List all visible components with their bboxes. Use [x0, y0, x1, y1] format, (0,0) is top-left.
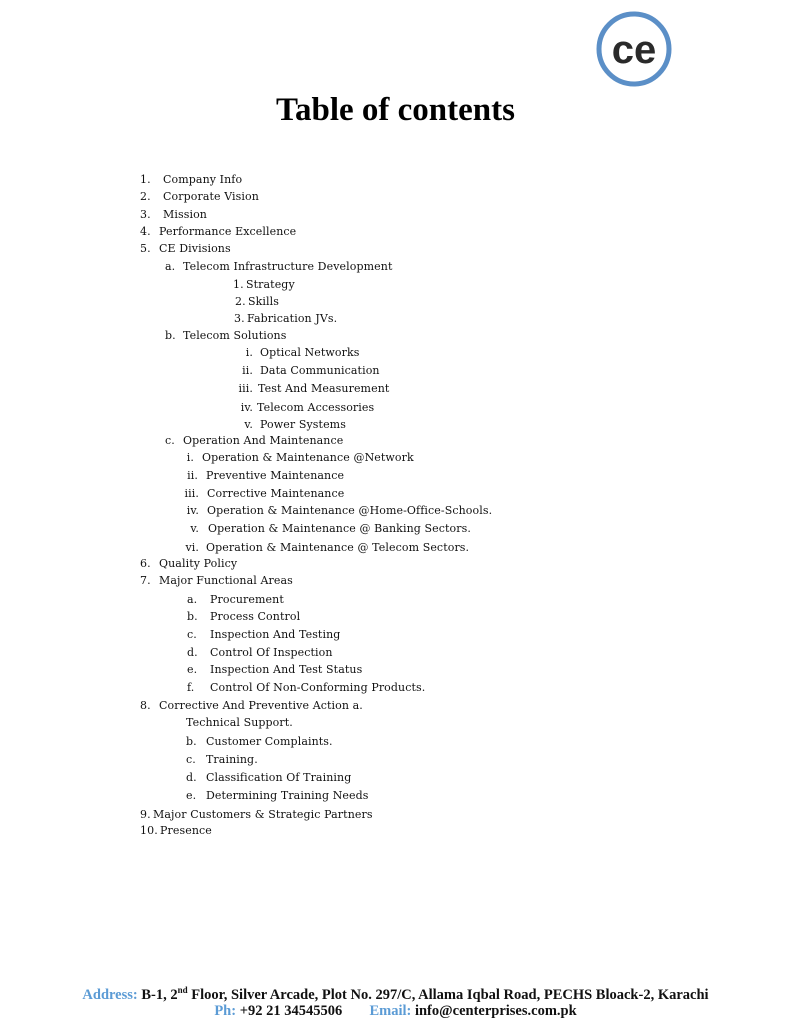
- toc-subsubitem: iv. Telecom Accessories: [240, 401, 375, 414]
- toc-item: 9. Major Customers & Strategic Partners: [140, 808, 373, 821]
- email-label: Email:: [369, 1003, 412, 1019]
- toc-subsubitem: i. Operation & Maintenance @Network: [186, 451, 414, 464]
- toc-subitem: b. Customer Complaints.: [186, 735, 333, 748]
- address-text: B-1, 2nd Floor, Silver Arcade, Plot No. 297/C, Allama Iqbal Road, PECHS Bloack-2, Karachi: [141, 985, 709, 1003]
- toc-subitem: d. Classification Of Training: [186, 771, 352, 784]
- toc-subitem: b. Telecom Solutions: [165, 329, 287, 342]
- toc-subitem: a. Procurement: [187, 593, 284, 606]
- toc-item: 8. Corrective And Preventive Action a.: [140, 699, 363, 712]
- toc-subitem: Technical Support.: [186, 716, 293, 729]
- email-address[interactable]: info@centerprises.com.pk: [414, 1003, 577, 1019]
- toc-subitem: c. Inspection And Testing: [187, 628, 341, 641]
- phone-label: Ph:: [214, 1003, 237, 1019]
- toc-subsubitem: i. Optical Networks: [245, 346, 360, 359]
- toc-subsubitem: 2. Skills: [235, 295, 280, 308]
- toc-subsubitem: iv. Operation & Maintenance @Home-Office-Schools.: [186, 504, 493, 517]
- toc-subsubitem: 1. Strategy: [233, 278, 295, 291]
- toc-subsubitem: v. Operation & Maintenance @ Banking Sectors.: [190, 522, 471, 535]
- toc-item: 3. Mission: [140, 208, 207, 221]
- toc-item: 6. Quality Policy: [140, 557, 238, 570]
- toc-subitem: e. Inspection And Test Status: [187, 663, 363, 676]
- toc-subsubitem: v. Power Systems: [244, 418, 346, 431]
- toc-item: 10. Presence: [140, 824, 212, 837]
- address-label: Address:: [82, 986, 138, 1003]
- logo-text: ce: [611, 28, 657, 72]
- toc-subitem: d. Control Of Inspection: [187, 646, 333, 659]
- toc-subsubitem: iii. Corrective Maintenance: [184, 487, 345, 500]
- toc-item: 2. Corporate Vision: [140, 190, 259, 203]
- toc-subsubitem: ii. Preventive Maintenance: [187, 469, 345, 482]
- toc-subitem: c. Operation And Maintenance: [165, 434, 344, 447]
- toc-subitem: b. Process Control: [187, 610, 301, 623]
- toc-subitem: e. Determining Training Needs: [186, 789, 369, 802]
- footer-contact: [0, 1003, 791, 1020]
- toc-item: 5. CE Divisions: [140, 242, 231, 255]
- toc-subitem: a. Telecom Infrastructure Development: [165, 260, 393, 273]
- page-title: Table of contents: [276, 92, 515, 128]
- toc-subitem: f. Control Of Non-Conforming Products.: [187, 681, 426, 694]
- phone-number: +92 21 34545506: [239, 1003, 343, 1019]
- toc-subsubitem: ii. Data Communication: [242, 364, 380, 377]
- toc-subsubitem: vi. Operation & Maintenance @ Telecom Sectors.: [185, 541, 470, 554]
- toc-subsubitem: 3. Fabrication JVs.: [234, 312, 338, 325]
- toc-item: 7. Major Functional Areas: [140, 574, 293, 587]
- toc-item: 1. Company Info: [140, 173, 243, 186]
- footer-address: [0, 985, 791, 1004]
- toc-subsubitem: iii. Test And Measurement: [238, 382, 390, 395]
- toc-subitem: c. Training.: [186, 753, 258, 766]
- toc-item: 4. Performance Excellence: [140, 225, 297, 238]
